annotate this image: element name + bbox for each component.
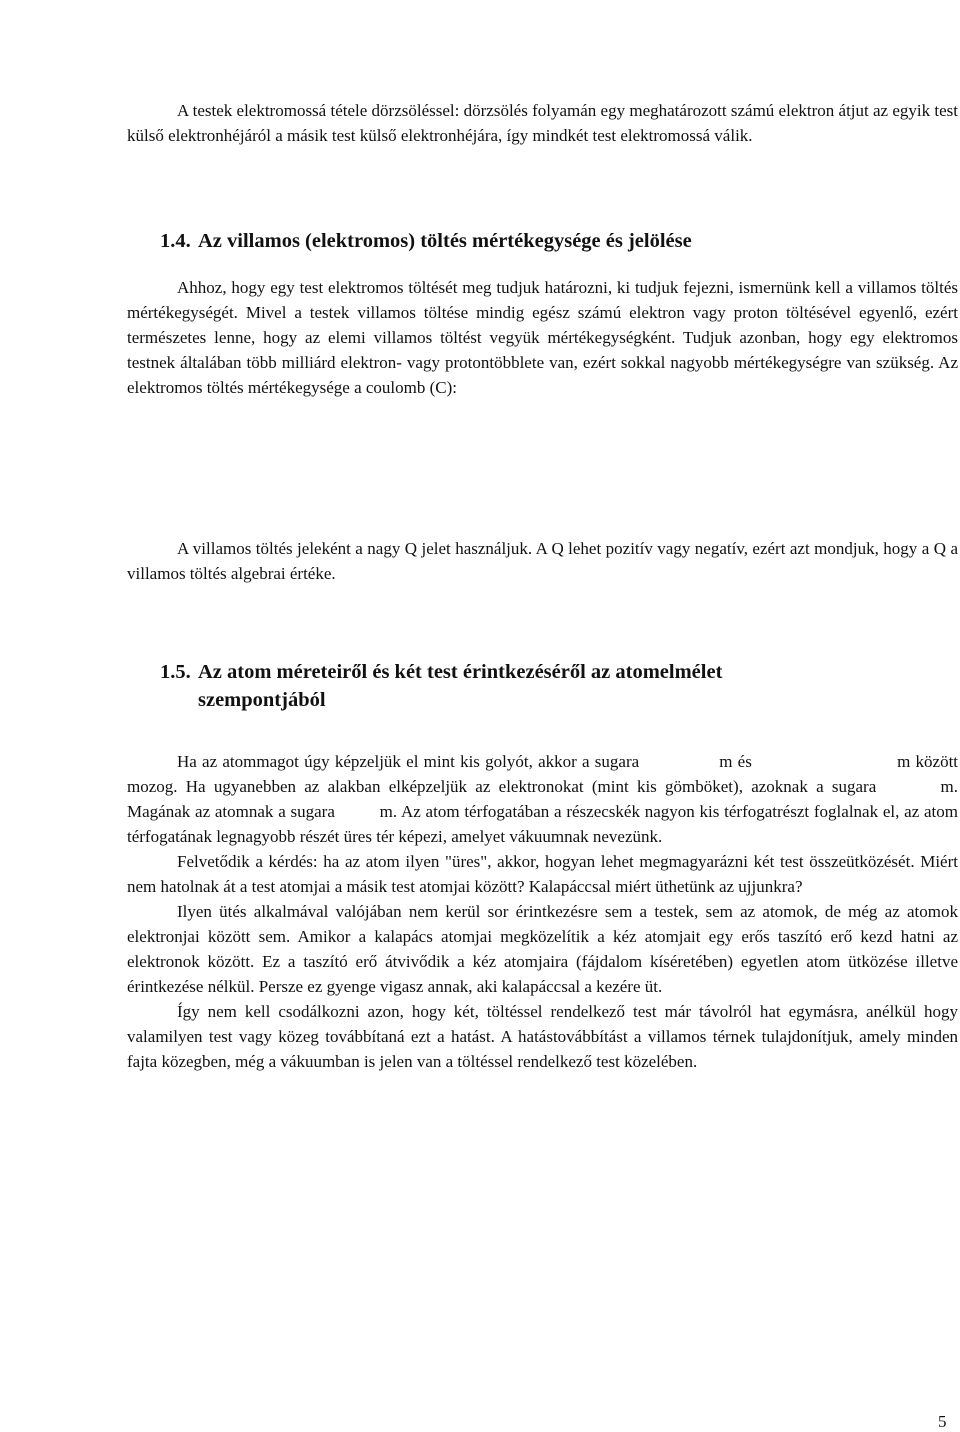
section-heading-1-5: [127, 658, 958, 714]
paragraph-charge-unit: Ahhoz, hogy egy test elektromos töltését meg tudjuk határozni, ki tudjuk fejezni, ismernünk kell a villamos töltés mértékegységét. Mivel a testek villamos töltése mindig egész számú elektron vagy proton töltésével egyenlő, ezért természetes lenne, hogy az elemi villamos töltést vegyük mértékegységként. Tudjuk azonban, hogy egy elektromos testnek általában több milliárd elektron- vagy protontöbblete van, ezért sokkal nagyobb mértékegységre van szükség. Az elektromos töltés mértékegysége a coulomb (C):: [127, 278, 958, 397]
text-run: m. Magának az atomnak a sugara: [127, 777, 959, 821]
section-title: Az villamos (elektromos) töltés mértékegysége és jelölése: [198, 230, 692, 252]
text-run: m. Az atom térfogatában a részecskék nagyon kis térfogatrészt foglalnak el, az atom térfogatának legnagyobb részét üres tér képezi, amelyet vákuumnak nevezünk.: [127, 802, 958, 846]
section-number: 1.4.: [160, 230, 191, 252]
document-page: [127, 98, 958, 1074]
paragraph-atom-size: [127, 749, 958, 849]
page-number: 5: [938, 1412, 947, 1431]
paragraph-field: Így nem kell csodálkozni azon, hogy két, töltéssel rendelkező test már távolról hat egymásra, anélkül hogy valamilyen test vagy közeg továbbítaná ezt a hatást. A hatástovábbítást a villamos térnek tulajdonítjuk, amely minden fajta közegben, még a vákuumban is jelen van a töltéssel rendelkező test közelében.: [127, 1002, 958, 1071]
section-title-line1: Az atom méreteiről és két test érintkezéséről az atomelmélet: [198, 661, 723, 683]
paragraph-collision-question: Felvetődik a kérdés: ha az atom ilyen "üres", akkor, hogyan lehet megmagyarázni két test összeütközését. Miért nem hatolnak át a test atomjai a másik test atomjai között? Kalapáccsal miért üthetünk az ujjunkra?: [127, 852, 958, 896]
paragraph-hammer: Ilyen ütés alkalmával valójában nem kerül sor érintkezésre sem a testek, sem az atomok, de még az atomok elektronjai között sem. Amikor a kalapács atomjai megközelítik a kéz atomjait egy erős taszító erő kezd hatni az elektronok között. Ez a taszító erő átvivődik a kéz atomjaira (fájdalom kíséretében) egyetlen atom ütközése illetve érintkezése nélkül. Persze ez gyenge vigasz annak, aki kalapáccsal a kezére üt.: [127, 902, 958, 996]
paragraph-friction: A testek elektromossá tétele dörzsöléssel: dörzsölés folyamán egy meghatározott számú elektron átjut az egyik test külső elektronhéjáról a másik test külső elektronhéjára, így mindkét test elektromossá válik.: [127, 101, 958, 145]
section-number: 1.5.: [160, 661, 191, 683]
text-run: Ha az atommagot úgy képzeljük el mint kis golyót, akkor a sugara: [177, 752, 640, 771]
section-title-line2: szempontjából: [198, 689, 326, 711]
text-run: m között mozog. Ha ugyanebben az alakban elképzeljük az elektronokat (mint kis gömböket), azoknak a sugara: [127, 752, 959, 796]
text-run: m és: [719, 752, 752, 771]
paragraph-charge-symbol: A villamos töltés jeleként a nagy Q jelet használjuk. A Q lehet pozitív vagy negatív, ezért azt mondjuk, hogy a Q a villamos töltés algebrai értéke.: [127, 539, 958, 583]
section-heading-1-4: [127, 227, 958, 255]
